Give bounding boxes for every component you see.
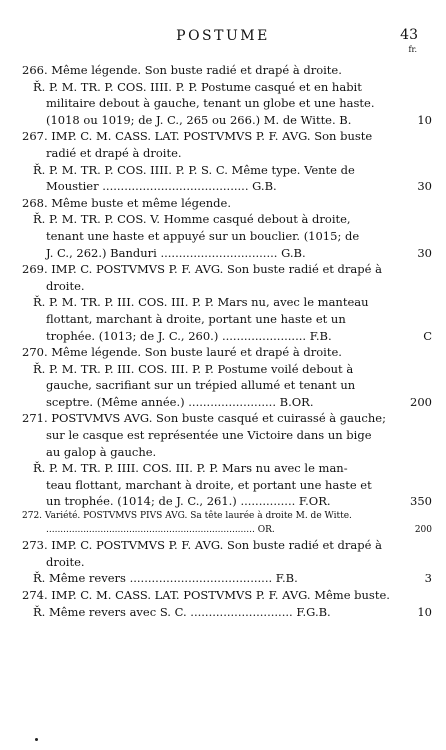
catalog-line — [22, 361, 430, 378]
catalog-line-text: un trophée. (1014; de J. C., 261.) ............... F.OR. — [46, 494, 331, 509]
catalog-line-text: sceptre. (Même année.) ........................ B.OR. — [46, 394, 314, 409]
catalog-line-text: ......................................................................... OR. — [46, 524, 275, 535]
catalog-line — [22, 328, 430, 345]
catalog-line — [22, 477, 430, 494]
catalog-line — [22, 128, 430, 145]
catalog-line — [22, 178, 430, 195]
catalog-price: 200 — [414, 524, 432, 535]
catalog-line-text: Ř. Même revers avec S. C. ............................ F.G.B. — [33, 604, 331, 619]
catalog-line — [22, 444, 430, 461]
catalog-line — [22, 537, 430, 554]
ink-speck — [35, 738, 38, 741]
catalog-price: C — [423, 328, 432, 343]
page-title: POSTUME — [176, 28, 270, 44]
catalog-line-text: 267. IMP. C. M. CASS. LAT. POSTVMVS P. F. AVG. Son buste — [22, 129, 373, 144]
currency-column-label: fr. — [408, 45, 417, 54]
catalog-line — [22, 604, 430, 621]
catalog-line — [22, 460, 430, 477]
catalog-line — [22, 510, 430, 524]
catalog-line — [22, 377, 430, 394]
catalog-line — [22, 261, 430, 278]
catalog-price: 3 — [424, 571, 432, 586]
catalog-line — [22, 278, 430, 295]
catalog-line-text: 266. Même légende. Son buste radié et drapé à droite. — [22, 63, 342, 77]
catalog-price: 10 — [417, 604, 432, 619]
catalog-line — [22, 344, 430, 361]
catalog-line-text: gauche, sacrifiant sur un trépied allumé et tenant un — [46, 378, 356, 393]
catalog-line — [22, 95, 430, 112]
catalog-line-text: 274. IMP. C. M. CASS. LAT. POSTVMVS P. F. AVG. Même buste. — [22, 588, 390, 602]
catalog-line-text: J. C., 262.) Banduri ................................ G.B. — [46, 245, 306, 260]
catalog-line — [22, 410, 430, 427]
catalog-line-text: 270. Même légende. Son buste lauré et drapé à droite. — [22, 345, 342, 360]
catalog-line — [22, 211, 430, 228]
catalog-line-text: au galop à gauche. — [46, 444, 157, 459]
catalog-line-text: trophée. (1013; de J. C., 260.) ....................... F.B. — [46, 328, 332, 343]
catalog-line-text: flottant, marchant à droite, portant une haste et un — [46, 311, 346, 326]
page-header — [0, 27, 446, 54]
catalog-line-text: teau flottant, marchant à droite, et portant une haste et — [46, 477, 372, 492]
catalog-line-text: Ř. Même revers ....................................... F.B. — [33, 571, 298, 586]
coin-catalog-entries — [22, 62, 430, 620]
catalog-line-text: Ř. P. M. TR. P. IIII. COS. III. P. P. Mars nu avec le man- — [33, 461, 348, 476]
catalog-price: 10 — [417, 112, 432, 127]
catalog-line — [22, 554, 430, 571]
catalog-line — [22, 112, 430, 129]
catalog-line-text: 271. POSTVMVS AVG. Son buste casqué et cuirassé à gauche; — [22, 411, 386, 426]
catalog-line-text: tenant une haste et appuyé sur un bouclier. (1015; de — [46, 228, 360, 243]
catalog-line — [22, 195, 430, 212]
catalog-line — [22, 524, 430, 538]
catalog-line — [22, 162, 430, 179]
catalog-line — [22, 245, 430, 262]
catalog-line-text: 269. IMP. C. POSTVMVS P. F. AVG. Son buste radié et drapé à — [22, 262, 382, 277]
catalog-line — [22, 493, 430, 510]
catalog-line-text: Moustier ........................................ G.B. — [46, 179, 277, 194]
catalog-line — [22, 311, 430, 328]
catalog-line — [22, 587, 430, 604]
catalog-line-text: Ř. P. M. TR. P. COS. V. Homme casqué debout à droite, — [33, 212, 351, 227]
catalog-line — [22, 62, 430, 79]
catalog-line — [22, 228, 430, 245]
catalog-line — [22, 394, 430, 411]
catalog-line — [22, 294, 430, 311]
catalog-line — [22, 79, 430, 96]
catalog-line-text: Ř. P. M. TR. P. III. COS. III. P. P. Mars nu, avec le manteau — [33, 295, 369, 310]
catalog-line-text: Ř. P. M. TR. P. III. COS. III. P. P. Postume voilé debout à — [33, 361, 354, 376]
catalog-line — [22, 570, 430, 587]
catalog-line-text: droite. — [46, 554, 85, 569]
catalog-line-text: Ř. P. M. TR. P. COS. IIII. P. P. Postume casqué et en habit — [33, 79, 362, 94]
catalog-line — [22, 427, 430, 444]
catalog-line — [22, 145, 430, 162]
catalog-line-text: Ř. P. M. TR. P. COS. IIII. P. P. S. C. Même type. Vente de — [33, 162, 355, 177]
catalog-line-text: 273. IMP. C. POSTVMVS P. F. AVG. Son buste radié et drapé à — [22, 538, 382, 553]
catalog-price: 30 — [417, 245, 432, 260]
catalog-line-text: sur le casque est représentée une Victoire dans un bige — [46, 428, 372, 443]
catalog-line-text: 272. Variété. POSTVMVS PIVS AVG. Sa tête laurée à droite M. de Witte. — [22, 511, 352, 522]
catalog-price: 30 — [417, 179, 432, 194]
catalog-line-text: militaire debout à gauche, tenant un globe et une haste. — [46, 96, 375, 111]
catalog-line-text: radié et drapé à droite. — [46, 145, 182, 160]
catalog-price: 200 — [410, 394, 432, 409]
catalog-price: 350 — [410, 494, 432, 509]
page-number: 43 — [400, 27, 418, 43]
catalog-line-text: 268. Même buste et même légende. — [22, 195, 231, 210]
catalog-line-text: (1018 ou 1019; de J. C., 265 ou 266.) M. de Witte. B. — [46, 112, 352, 127]
catalog-line-text: droite. — [46, 278, 85, 293]
